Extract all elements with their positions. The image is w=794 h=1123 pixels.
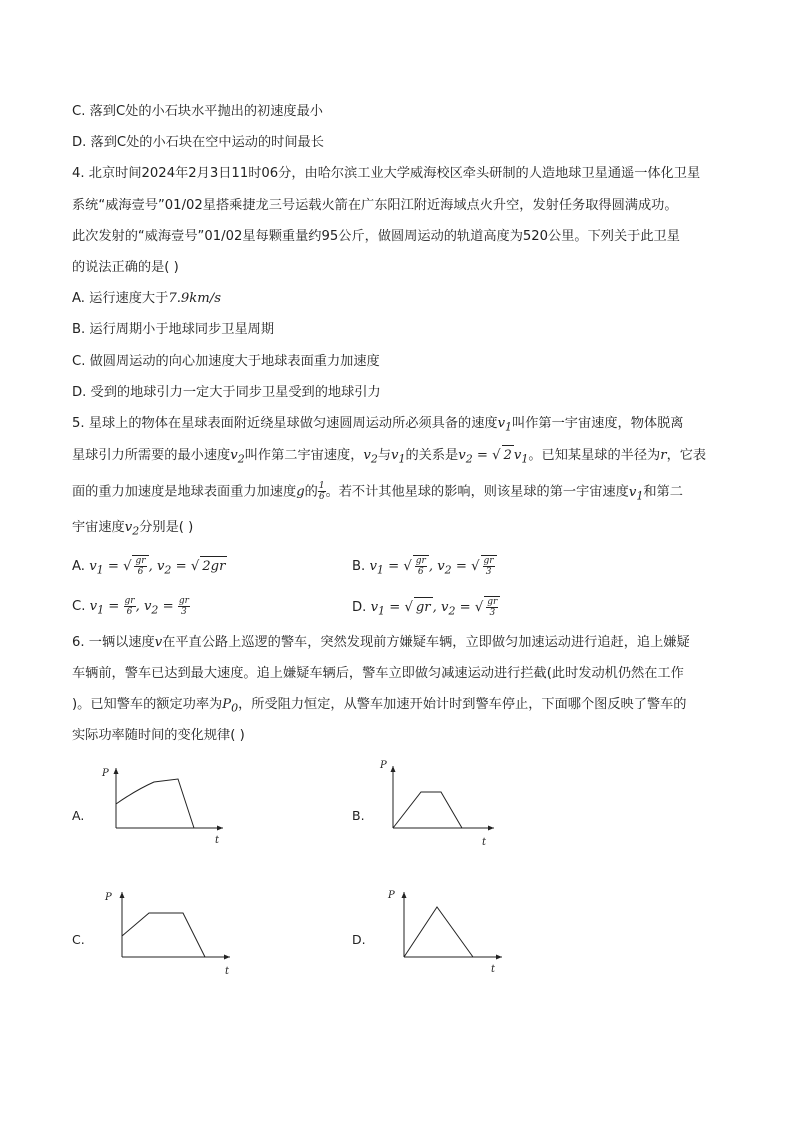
- q5-option-d: D. $v_1$ = √ gr , $v_2$ = √ $\frac{gr}{3}$: [352, 596, 500, 622]
- q6-text: ，所受阻力恒定，从警车加速开始计时到警车停止，下面哪个图反映了警车的: [238, 697, 687, 712]
- q6-axis-p: P: [388, 890, 395, 901]
- q4-stem-line4: 的说法正确的是( ): [72, 260, 179, 275]
- q5-text: 宇宙速度: [72, 520, 125, 535]
- q4-option-d: D. 受到的地球引力一定大于同步卫星受到的地球引力: [72, 385, 381, 400]
- q6-v: v: [154, 635, 163, 650]
- q3-option-d: D. 落到C处的小石块在空中运动的时间最长: [72, 135, 324, 150]
- q5-text: 。若不计其他星球的影响，则该星球的第一宇宙速度: [325, 484, 629, 500]
- q6-text: 在平直公路上巡逻的警车，突然发现前方嫌疑车辆，立即做匀加速运动进行追赶，追上嫌疑: [162, 635, 690, 650]
- q6-option-d-label: D.: [352, 932, 366, 947]
- q5-one-sixth: $\frac{1}{6}$: [318, 481, 325, 502]
- q6-graph-a: [98, 760, 228, 850]
- q5-stem-line3: [72, 481, 683, 506]
- q5-option-label: C.: [72, 599, 86, 614]
- q6-option-a-label: A.: [72, 808, 85, 823]
- q6-graph-c: [100, 882, 240, 990]
- q6-p0: $P_0$: [222, 697, 239, 715]
- q5-stem-line2: [72, 445, 706, 470]
- q5-relation: $v_2$ = √ 2 $v_1$: [458, 448, 528, 463]
- q5-v1: $v_1$: [628, 484, 644, 503]
- q6-stem-line3: [72, 695, 686, 719]
- q5-text: 与: [377, 448, 392, 463]
- q6-axis-t: t: [482, 837, 487, 848]
- q5-text: 叫作第一宇宙速度，物体脱离: [512, 416, 684, 431]
- q3-option-c: C. 落到C处的小石块水平抛出的初速度最小: [72, 104, 323, 119]
- q5-text: 叫作第二宇宙速度，: [244, 448, 364, 463]
- q4-stem-line1: 4. 北京时间2024年2月3日11时06分，由哈尔滨工业大学威海校区牵头研制的人造地球卫星通遥一体化卫星: [72, 166, 701, 181]
- q6-axis-t: t: [215, 835, 220, 846]
- q5-option-label: B.: [352, 559, 366, 574]
- q6-text: 6. 一辆以速度: [72, 635, 155, 650]
- q5-v2: $v_2$: [363, 448, 378, 466]
- q5-stem-line4: [72, 518, 193, 542]
- q5-text: 分别是( ): [139, 520, 194, 535]
- q6-axis-p: P: [105, 892, 112, 903]
- q5-text: 。已知某星球的半径为: [528, 448, 661, 463]
- q6-stem-line2: 车辆前，警车已达到最大速度。追上嫌疑车辆后，警车立即做匀减速运动进行拦截(此时发动机仍然在工作: [72, 666, 684, 681]
- q4-option-b: B. 运行周期小于地球同步卫星周期: [72, 322, 275, 337]
- q5-option-label: A.: [72, 559, 85, 574]
- q6-axis-p: P: [102, 768, 109, 779]
- q5-v2: $v_2$: [230, 448, 245, 466]
- q5-option-label: D.: [352, 600, 367, 615]
- q5-v2: $v_2$: [124, 520, 140, 538]
- q4-option-c: C. 做圆周运动的向心加速度大于地球表面重力加速度: [72, 354, 380, 369]
- q4-option-a-text: A. 运行速度大于: [72, 291, 169, 306]
- q5-g: g: [296, 484, 305, 500]
- q5-text: 的: [304, 484, 318, 500]
- q6-stem-line1: [72, 633, 690, 653]
- q5-r: r: [660, 448, 667, 463]
- q5-text: ，它表: [666, 448, 707, 463]
- q4-option-a: [72, 289, 221, 309]
- q6-axis-t: t: [225, 966, 230, 977]
- q6-graph-b: [376, 752, 506, 852]
- q6-axis-p: P: [380, 760, 387, 771]
- q4-option-a-math: 7.9km/s: [168, 291, 221, 306]
- q5-v1: $v_1$: [497, 416, 513, 434]
- q5-text: 面的重力加速度是地球表面重力加速度: [72, 484, 297, 500]
- q6-stem-line4: 实际功率随时间的变化规律( ): [72, 728, 245, 743]
- q5-option-b: B. $v_1$ = √ $\frac{gr}{6}$ , $v_2$ = √ $\frac{gr}{3}$: [352, 555, 497, 581]
- q5-text: 和第二: [643, 484, 683, 500]
- q6-graph-d: [384, 880, 514, 980]
- q5-option-c: C. $v_1$ = $\frac{gr}{6}$ , $v_2$ = $\frac{gr}{3}$: [72, 596, 189, 617]
- q5-stem-line1: [72, 414, 683, 438]
- q5-text: 星球引力所需要的最小速度: [72, 448, 231, 463]
- q6-axis-t: t: [491, 964, 496, 975]
- q6-option-b-label: B.: [352, 808, 365, 823]
- q5-text: 的关系是: [405, 448, 459, 463]
- q5-option-a: A. $v_1$ = √ $\frac{gr}{6}$ , $v_2$ = √ 2gr: [72, 555, 227, 581]
- q6-option-c-label: C.: [72, 932, 85, 947]
- q4-stem-line3: 此次发射的“威海壹号”01/02星每颗重量约95公斤，做圆周运动的轨道高度为520公里。下列关于此卫星: [72, 229, 680, 244]
- q6-text: )。已知警车的额定功率为: [72, 697, 223, 712]
- q4-stem-line2: 系统“威海壹号”01/02星搭乘捷龙三号运载火箭在广东阳江附近海域点火升空，发射任务取得圆满成功。: [72, 198, 678, 213]
- q5-text: 5. 星球上的物体在星球表面附近绕星球做匀速圆周运动所必须具备的速度: [72, 416, 498, 431]
- q5-v1: $v_1$: [391, 448, 406, 466]
